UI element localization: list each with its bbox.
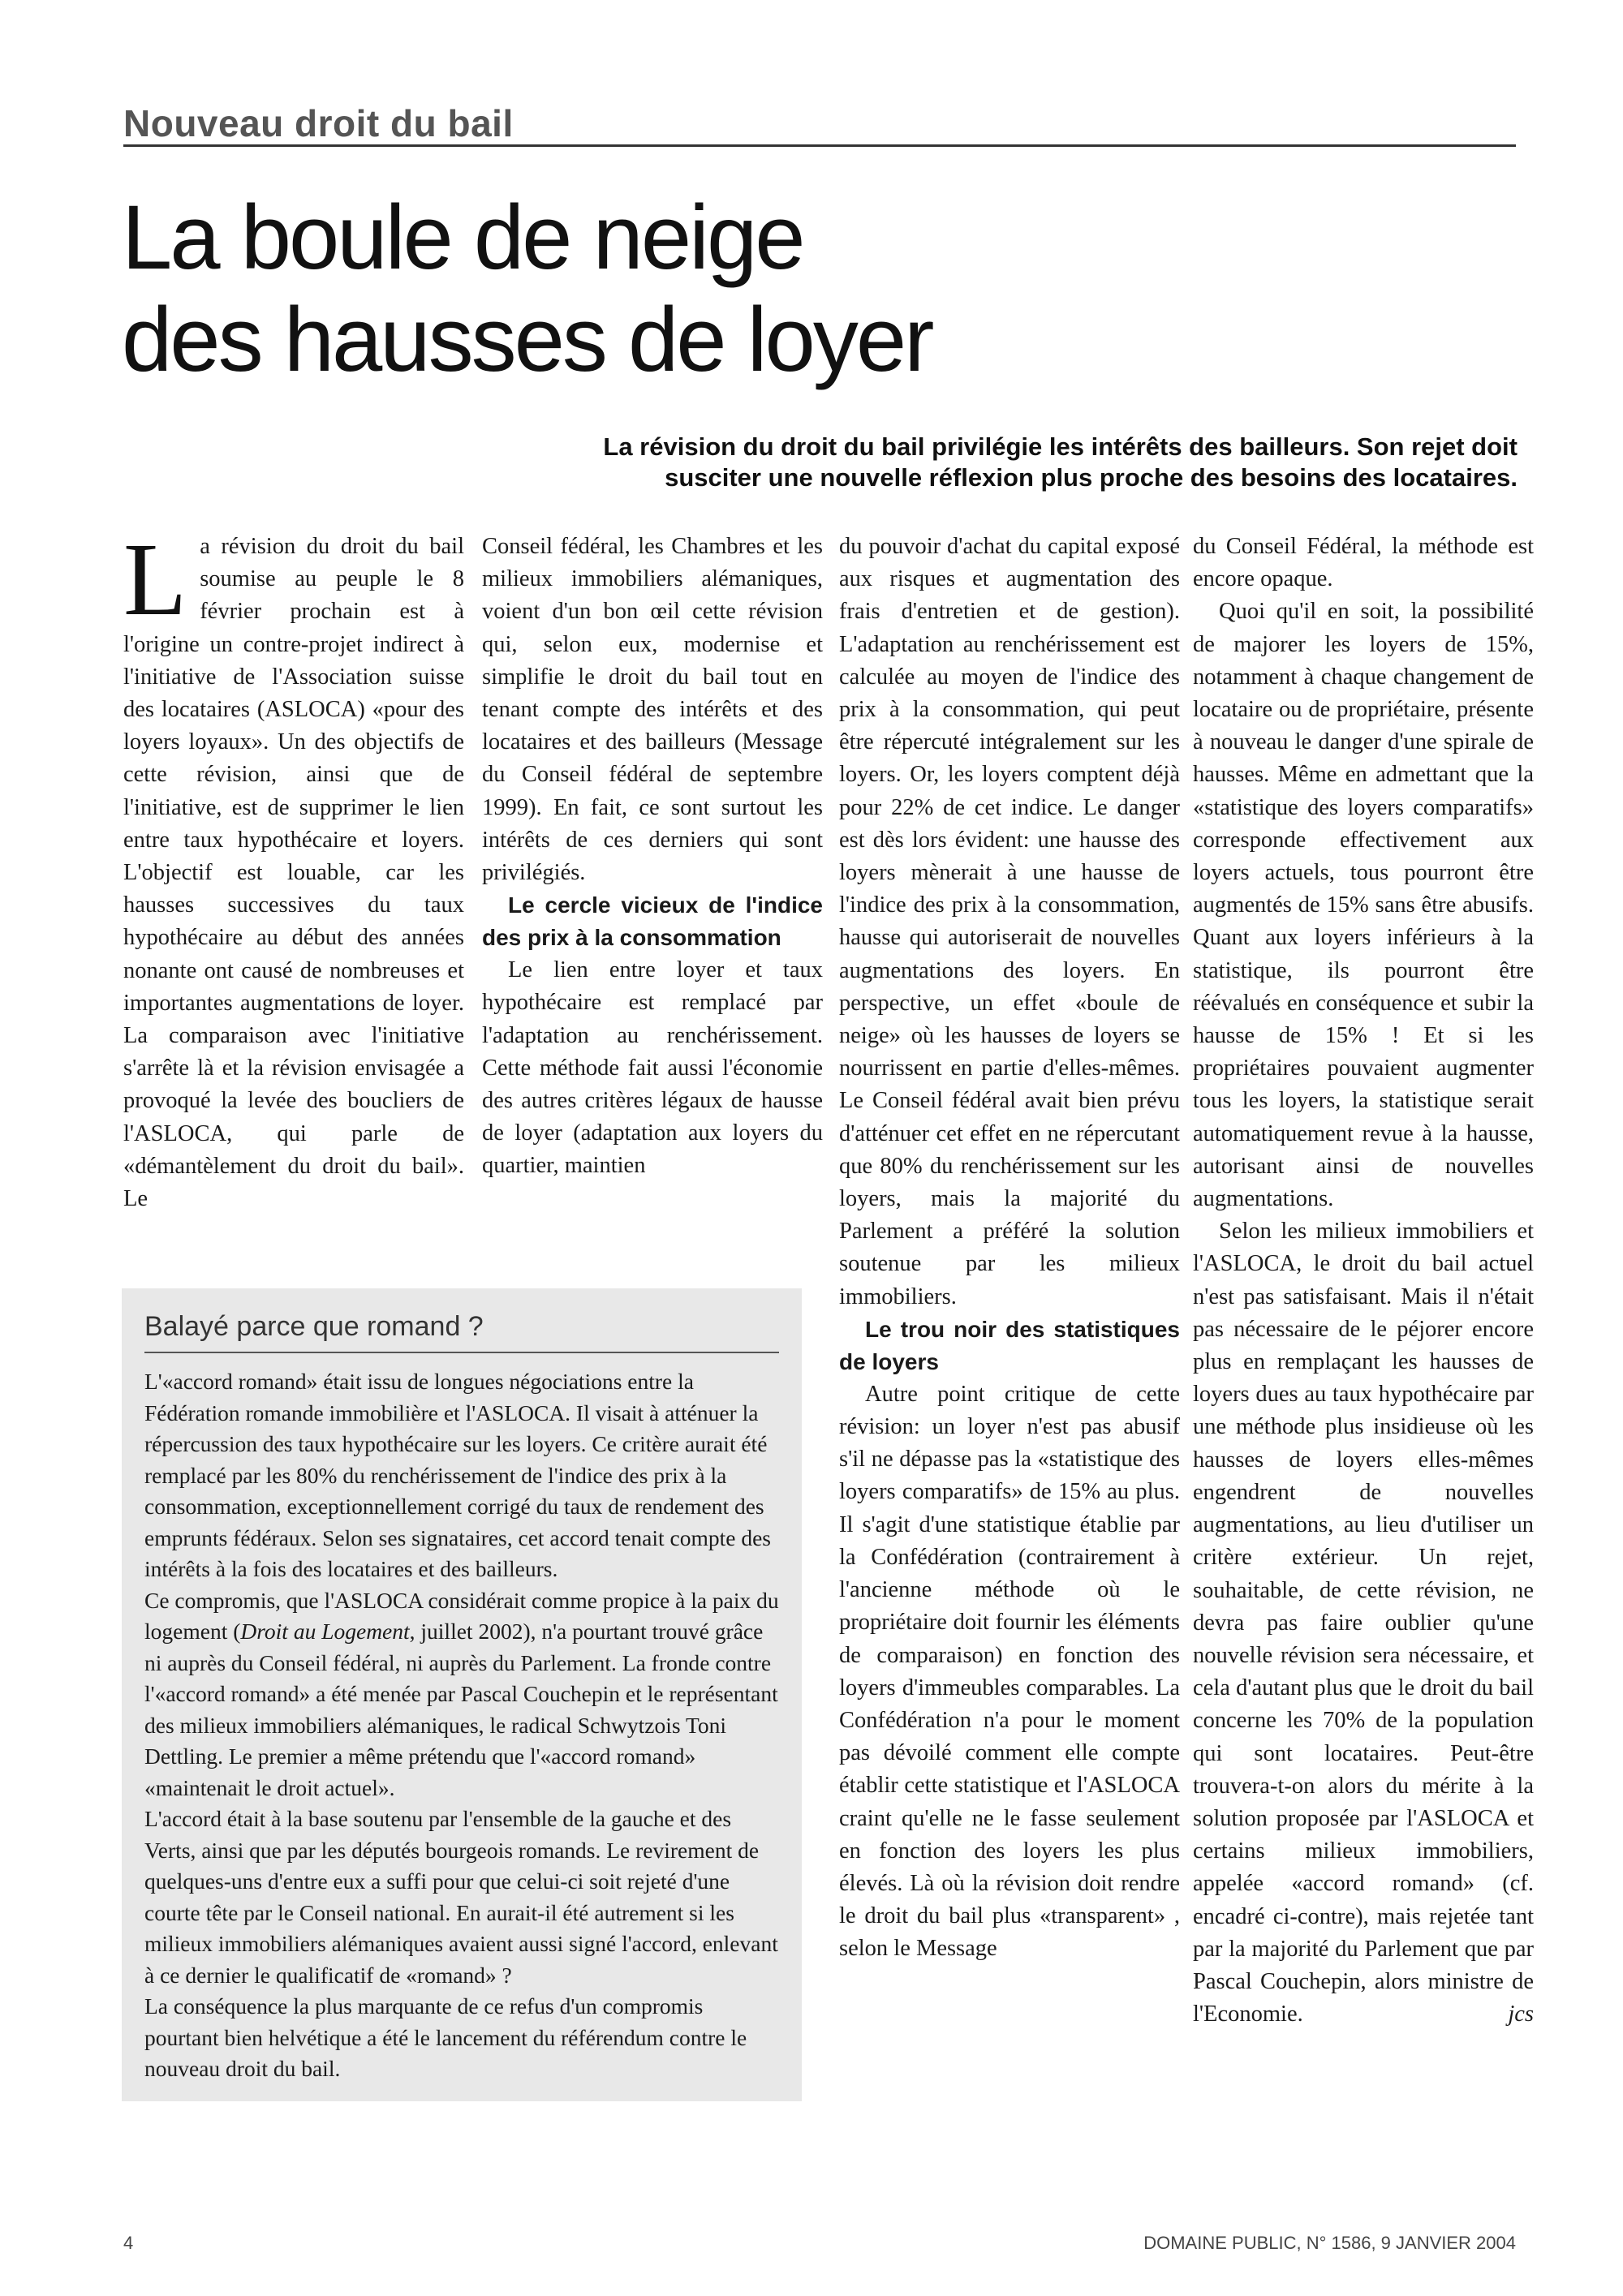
sidebar-paragraph: L'accord était à la base soutenu par l'ensemble de la gauche et des Verts, ainsi que par les députés bourgeois romands. Le revirement de quelques-uns d'entre eux a suffi pour que celui-ci soit rejeté d'une courte tête par le Conseil national. En aurait-il été autrement si les milieux immobiliers alémaniques avaient aussi signé l'accord, enlevant à ce dernier le qualificatif de «romand» ? bbox=[144, 1806, 778, 1988]
sidebar-paragraph: La conséquence la plus marquante de ce refus d'un compromis pourtant bien helvétique a été le lancement du référendum contre le nouveau droit du bail. bbox=[144, 1993, 747, 2081]
article-lead-line-1: La révision du droit du bail privilégie les intérêts des bailleurs. Son rejet doit bbox=[603, 432, 1518, 461]
article-paragraph: Autre point critique de cette révision: un loyer n'est pas abusif s'il ne dépasse pas la «statistique des loyers comparatifs» de 15% au plus. Il s'agit d'une statistique établie par la Confédération (contrairement à l'ancienne méthode où le propriétaire doit fournir les éléments de comparaison) en fonction des loyers d'immeubles comparables. La Confédération n'a pour le moment pas dévoilé comment elle compte établir cette statistique et l'ASLOCA craint qu'elle ne le fasse seulement en fonction des loyers les plus élevés. Là où la révision doit rendre le droit du bail plus «transparent» , selon le Message bbox=[839, 1381, 1180, 1962]
page-number: 4 bbox=[123, 2233, 134, 2253]
sidebar-box bbox=[122, 1288, 802, 2101]
article-paragraph: Le lien entre loyer et taux hypothécaire est remplacé par l'adaptation au renchérissement. Cette méthode fait aussi l'économie des autres critères légaux de hausse de loyer (adaptation aux loyers du quartier, maintien bbox=[482, 957, 823, 1179]
sidebar-paragraph: L'«accord romand» était issu de longues négociations entre la Fédération romande immobilière et l'ASLOCA. Il visait à atténuer la répercussion des taux hypothécaire sur les loyers. Ce critère aurait été remplacé par les 80% du renchérissement de l'indice des prix à la consommation, exceptionnellement corrigé du taux de rendement des emprunts fédéraux. Selon ses signataires, cet accord tenait compte des intérêts à la fois des locataires et des bailleurs. bbox=[144, 1369, 772, 1581]
sidebar-text: , juillet 2002), n'a pourtant trouvé grâce ni auprès du Conseil fédéral, ni auprès du Parlement. La fronde contre l'«accord romand» a été menée par Pascal Couchepin et le représentant des milieux immobiliers alémaniques, le radical Schwytzois Toni Dettling. Le premier a même prétendu que l'«accord romand» «maintenait le droit actuel». bbox=[144, 1619, 778, 1800]
article-title-line-1: La boule de neige bbox=[122, 187, 803, 288]
sidebar-box-body bbox=[144, 1366, 779, 2085]
article-paragraph: Conseil fédéral, les Chambres et les milieux immobiliers alémaniques, voient d'un bon œil cette révision qui, selon eux, modernise et simplifie le droit du bail tout en tenant compte des intérêts et des locataires et des bailleurs (Message du Conseil fédéral de septembre 1999). En fait, ce sont surtout les intérêts de ces derniers qui sont privilégiés. bbox=[482, 534, 823, 886]
article-paragraph: Quoi qu'il en soit, la possibilité de majorer les loyers de 15%, notamment à chaque changement de locataire ou de propriétaire, présente à nouveau le danger d'une spirale de hausses. Même en admettant que la «statistique des loyers comparatifs» corresponde effectivement aux loyers actuels, tous pourront être augmentés de 15% sans être abusifs. Quant aux loyers inférieurs à la statistique, ils pourront être réévalués en conséquence et subir la hausse de 15% ! Et si les propriétaires pouvaient augmenter tous les loyers, la statistique serait automatiquement revue à la hausse, autorisant ainsi de nouvelles augmentations. bbox=[1193, 599, 1534, 1212]
article-lead bbox=[308, 432, 1518, 493]
article-paragraph bbox=[1193, 1215, 1534, 2031]
publication-info: DOMAINE PUBLIC, N° 1586, 9 JANVIER 2004 bbox=[1143, 2233, 1516, 2253]
author-signature: jcs bbox=[1508, 2001, 1534, 2027]
sidebar-text: Ce compromis, que l'ASLOCA considérait comme propice à la paix du logement ( bbox=[144, 1587, 779, 1644]
article-subheading: Le trou noir des statistiques de loyers bbox=[839, 1316, 1180, 1374]
article-paragraph: du Conseil Fédéral, la méthode est encore opaque. bbox=[1193, 534, 1534, 592]
article-column-4 bbox=[1193, 531, 1534, 2031]
section-rubric: Nouveau droit du bail bbox=[123, 102, 1516, 147]
drop-cap: L bbox=[123, 522, 187, 637]
article-column-2 bbox=[482, 531, 823, 1183]
sidebar-italic-title: Droit au Logement bbox=[240, 1619, 410, 1644]
article-column-3 bbox=[839, 531, 1180, 1966]
article-paragraph-text: Selon les milieux immobiliers et l'ASLOCA, le droit du bail actuel n'est pas satisfaisant. Mais il n'était pas nécessaire de le péjorer encore plus en remplaçant les hausses de loyers dues au taux hypothécaire par une méthode plus insidieuse où les hausses de loyers elles-mêmes engendrent de nouvelles augmentations, au lieu d'utiliser un critère extérieur. Un rejet, souhaitable, de cette révision, ne devra pas faire oublier qu'une nouvelle révision sera nécessaire, et cela d'autant plus que le droit du bail concerne les 70% de la population qui sont locataires. Peut-être trouvera-t-on alors du mérite à la solution proposée par l'ASLOCA et certains milieux immobiliers, appelée «accord romand» (cf. encadré ci-contre), mais rejetée tant par la majorité du Parlement que par Pascal Couchepin, alors ministre de l'Economie. bbox=[1193, 1219, 1534, 2027]
article-subheading: Le cercle vicieux de l'indice des prix à la consommation bbox=[482, 892, 823, 951]
article-title bbox=[122, 187, 1339, 391]
article-paragraph: a révision du droit du bail soumise au peuple le 8 février prochain est à l'origine un contre-projet indirect à l'initiative de l'Association suisse des locataires (ASLOCA) «pour des loyers loyaux». Un des objectifs de cette révision, ainsi que de l'initiative, est de supprimer le lien entre taux hypothécaire et loyers. L'objectif est louable, car les hausses successives du taux hypothécaire au début des années nonante ont causé de nombreuses et importantes augmentations de loyer. La comparaison avec l'initiative s'arrête là et la révision envisagée a provoqué la levée des boucliers de l'ASLOCA, qui parle de «démantèlement du droit du bail». Le bbox=[123, 534, 464, 1212]
article-column-1 bbox=[123, 522, 464, 1215]
sidebar-box-title: Balayé parce que romand ? bbox=[144, 1288, 779, 1353]
article-paragraph: du pouvoir d'achat du capital exposé aux risques et augmentation des frais d'entretien et de gestion). L'adaptation au renchérissement est calculée au moyen de l'indice des prix à la consommation, qui peut être répercuté intégralement sur les loyers. Or, les loyers comptent déjà pour 22% de cet indice. Le danger est dès lors évident: une hausse des loyers mènerait à une hausse de l'indice des prix à la consommation, hausse qui autoriserait de nouvelles augmentations des loyers. En perspective, un effet «boule de neige» où les hausses de loyers se nourrissent en partie d'elles-mêmes. Le Conseil fédéral avait bien prévu d'atténuer cet effet en ne répercutant que 80% du renchérissement sur les loyers, mais la majorité du Parlement a préféré la solution soutenue par les milieux immobiliers. bbox=[839, 534, 1180, 1309]
article-lead-line-2: susciter une nouvelle réflexion plus proche des besoins des locataires. bbox=[665, 463, 1518, 492]
article-title-line-2: des hausses de loyer bbox=[122, 289, 932, 390]
sidebar-paragraph bbox=[144, 1585, 779, 1804]
